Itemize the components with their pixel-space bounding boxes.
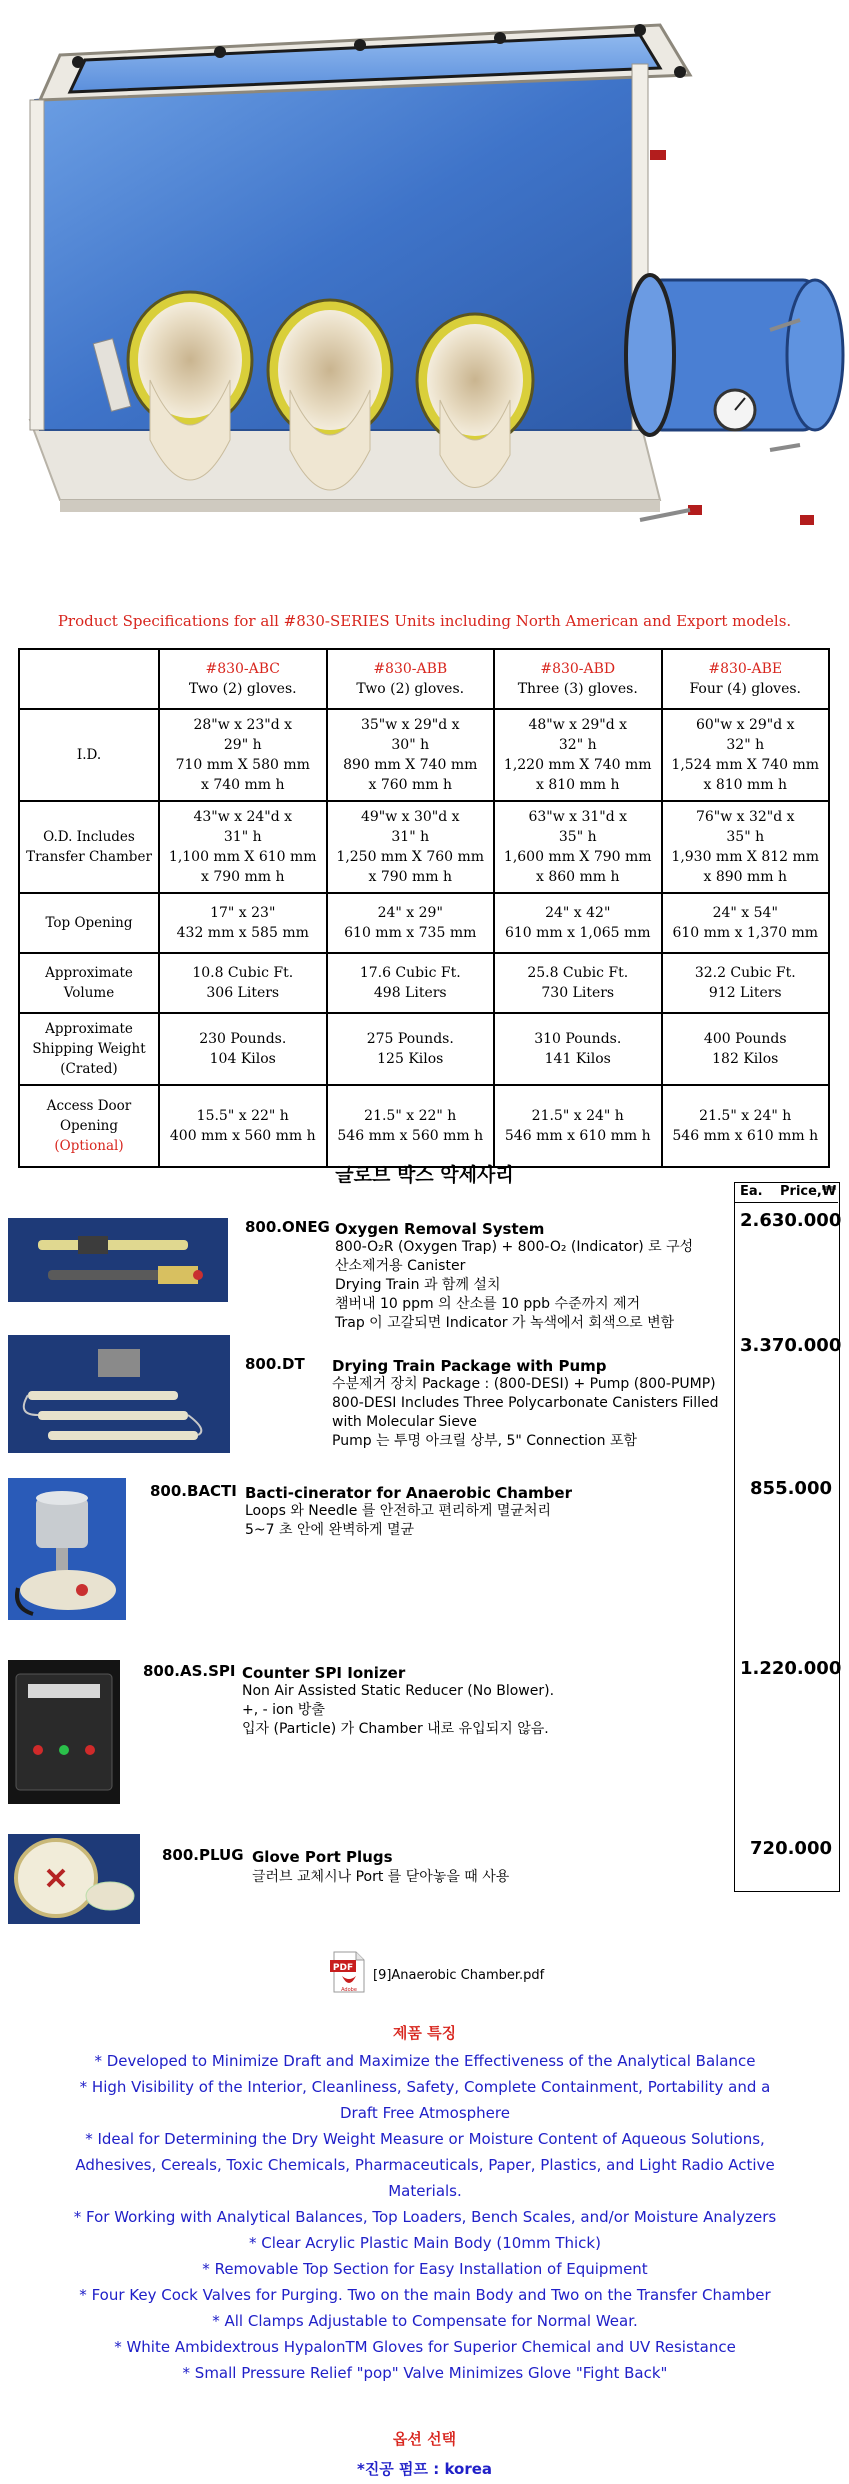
table-cell xyxy=(494,1085,662,1167)
table-cell xyxy=(327,1013,495,1085)
item-code: 800.PLUG xyxy=(162,1846,244,1864)
row-label-note: (Optional) xyxy=(54,1138,124,1154)
cell-line: 1,524 mm X 740 mm xyxy=(671,757,820,773)
accessory-item xyxy=(0,1478,849,1628)
price-header xyxy=(734,1182,838,1203)
row-label: Approximate Shipping Weight (Crated) xyxy=(19,1013,159,1085)
cell-line: 31" h xyxy=(391,829,430,845)
price-header-price: Price,₩ xyxy=(780,1184,837,1199)
cell-line: 25.8 Cubic Ft. xyxy=(527,965,629,981)
spec-headline: Product Specifications for all #830-SERIES Units including North American and Export models. xyxy=(57,612,792,630)
cell-line: 230 Pounds. xyxy=(199,1031,287,1047)
cell-line: 63"w x 31"d x xyxy=(528,809,628,825)
model-header xyxy=(494,649,662,709)
description-line: 입자 (Particle) 가 Chamber 내로 유입되지 않음. xyxy=(242,1721,549,1737)
cell-line: 49"w x 30"d x xyxy=(360,809,460,825)
options-title: 옵션 선택 xyxy=(392,2430,457,2448)
cell-line: x 860 mm h xyxy=(535,869,620,885)
table-cell xyxy=(494,801,662,893)
cell-line: 432 mm x 585 mm xyxy=(176,925,309,941)
feature-item: * White Ambidextrous HypalonTM Gloves for Superior Chemical and UV Resistance xyxy=(114,2338,736,2356)
row-label xyxy=(19,1085,159,1167)
item-name: Bacti-cinerator for Anaerobic Chamber xyxy=(245,1484,572,1502)
table-corner-cell xyxy=(19,649,159,709)
cell-line: 43"w x 24"d x xyxy=(193,809,293,825)
feature-item: * For Working with Analytical Balances, Top Loaders, Bench Scales, and/or Moisture Analyzers xyxy=(73,2208,777,2226)
cell-line: 912 Liters xyxy=(708,985,782,1001)
cell-line: x 810 mm h xyxy=(703,777,788,793)
cell-line: 125 Kilos xyxy=(377,1051,444,1067)
table-cell xyxy=(494,893,662,953)
table-cell xyxy=(662,953,830,1013)
table-cell xyxy=(662,893,830,953)
table-cell xyxy=(159,801,327,893)
cell-line: 1,220 mm X 740 mm xyxy=(503,757,652,773)
cell-line: 48"w x 29"d x xyxy=(528,717,628,733)
description-line: Drying Train 과 함께 설치 xyxy=(335,1277,501,1293)
item-price: 1.220.000 xyxy=(740,1658,842,1679)
table-cell xyxy=(662,709,830,801)
cell-line: 76"w x 32"d x xyxy=(695,809,795,825)
cell-line: 35" h xyxy=(558,829,597,845)
pdf-icon-brand: Adobe xyxy=(341,1987,357,1993)
cell-line: 400 mm x 560 mm h xyxy=(169,1128,316,1144)
accessory-item xyxy=(0,1335,849,1465)
description-line: Loops 와 Needle 를 안전하고 편리하게 멸균처리 xyxy=(245,1503,551,1519)
accessory-item xyxy=(0,1208,849,1338)
item-name: Glove Port Plugs xyxy=(252,1848,393,1866)
table-cell xyxy=(159,893,327,953)
description-line: 챔버내 10 ppm 의 산소를 10 ppb 수준까지 제거 xyxy=(335,1296,641,1312)
table-cell xyxy=(327,893,495,953)
spi-ionizer-image xyxy=(8,1660,120,1804)
feature-item: * Removable Top Section for Easy Installation of Equipment xyxy=(202,2260,648,2278)
cell-line: 21.5" x 24" h xyxy=(531,1108,624,1124)
feature-item: * High Visibility of the Interior, Cleanliness, Safety, Complete Containment, Portability and a Draft Free Atmosphere xyxy=(79,2078,771,2122)
description-line: with Molecular Sieve xyxy=(332,1414,477,1430)
feature-item: * Four Key Cock Valves for Purging. Two on the main Body and Two on the Transfer Chamber xyxy=(79,2286,771,2304)
glove-port-plug-image xyxy=(8,1834,140,1924)
item-price: 855.000 xyxy=(750,1478,832,1499)
pdf-icon-text: PDF xyxy=(332,1963,354,1973)
cell-line: 182 Kilos xyxy=(712,1051,779,1067)
glove-box-illustration xyxy=(0,0,849,590)
cell-line: 24" x 42" xyxy=(545,905,611,921)
cell-line: 10.8 Cubic Ft. xyxy=(192,965,294,981)
bacti-cinerator-image xyxy=(8,1478,126,1620)
cell-line: 890 mm X 740 mm xyxy=(343,757,478,773)
table-cell xyxy=(327,801,495,893)
row-label: Top Opening xyxy=(19,893,159,953)
cell-line: 32.2 Cubic Ft. xyxy=(694,965,796,981)
row-label: O.D. Includes Transfer Chamber xyxy=(19,801,159,893)
cell-line: 60"w x 29"d x xyxy=(695,717,795,733)
cell-line: 546 mm x 610 mm h xyxy=(672,1128,819,1144)
description-line: 글러브 교체시나 Port 를 닫아놓을 때 사용 xyxy=(252,1869,510,1885)
model-gloves: Two (2) gloves. xyxy=(188,681,297,697)
cell-line: 24" x 54" xyxy=(712,905,778,921)
model-header xyxy=(327,649,495,709)
table-cell xyxy=(159,709,327,801)
cell-line: 546 mm x 610 mm h xyxy=(504,1128,651,1144)
description-line: +, - ion 방출 xyxy=(242,1702,325,1718)
cell-line: 610 mm x 735 mm xyxy=(344,925,477,941)
cell-line: 306 Liters xyxy=(206,985,280,1001)
cell-line: 546 mm x 560 mm h xyxy=(337,1128,484,1144)
accessories-title: 글로브 박스 악세사리 xyxy=(335,1164,514,1186)
cell-line: 30" h xyxy=(391,737,430,753)
cell-line: 610 mm x 1,370 mm xyxy=(672,925,819,941)
cell-line: 1,100 mm X 610 mm xyxy=(168,849,317,865)
item-name: Counter SPI Ionizer xyxy=(242,1664,406,1682)
table-cell xyxy=(327,709,495,801)
cell-line: x 740 mm h xyxy=(200,777,285,793)
model-header xyxy=(159,649,327,709)
cell-line: 310 Pounds. xyxy=(534,1031,622,1047)
description-line: Pump 는 투명 아크릴 상부, 5" Connection 포함 xyxy=(332,1433,637,1449)
item-name: Oxygen Removal System xyxy=(335,1220,545,1238)
spec-table xyxy=(18,648,830,1168)
price-header-ea: Ea. xyxy=(740,1184,763,1199)
feature-item: * Clear Acrylic Plastic Main Body (10mm Thick) xyxy=(249,2234,601,2252)
feature-item: * Small Pressure Relief "pop" Valve Minimizes Glove "Fight Back" xyxy=(182,2364,668,2382)
item-code: 800.DT xyxy=(245,1355,305,1373)
table-row xyxy=(19,709,829,801)
cell-line: 35"w x 29"d x xyxy=(360,717,460,733)
table-cell xyxy=(327,953,495,1013)
model-header xyxy=(662,649,830,709)
item-name: Drying Train Package with Pump xyxy=(332,1357,607,1375)
row-label: Approximate Volume xyxy=(19,953,159,1013)
table-row xyxy=(19,801,829,893)
item-description xyxy=(245,1502,551,1540)
drying-train-image xyxy=(8,1335,230,1453)
cell-line: 1,250 mm X 760 mm xyxy=(336,849,485,865)
table-cell xyxy=(662,801,830,893)
cell-line: 1,930 mm X 812 mm xyxy=(671,849,820,865)
table-row xyxy=(19,1013,829,1085)
table-row xyxy=(19,1085,829,1167)
model-code: #830-ABC xyxy=(205,661,281,677)
row-label: I.D. xyxy=(19,709,159,801)
model-gloves: Two (2) gloves. xyxy=(356,681,465,697)
description-line: 산소제거용 Canister xyxy=(335,1258,466,1274)
cell-line: 400 Pounds xyxy=(703,1031,787,1047)
description-line: 800-O₂R (Oxygen Trap) + 800-O₂ (Indicator) 로 구성 xyxy=(335,1239,694,1255)
cell-line: 710 mm X 580 mm xyxy=(175,757,310,773)
item-description xyxy=(332,1375,719,1451)
cell-line: 32" h xyxy=(558,737,597,753)
model-code: #830-ABB xyxy=(373,661,448,677)
description-line: Trap 이 고갈되면 Indicator 가 녹색에서 회색으로 변함 xyxy=(335,1315,675,1331)
item-price: 3.370.000 xyxy=(740,1335,842,1356)
row-label-text: Access Door Opening xyxy=(46,1098,132,1134)
cell-line: 17.6 Cubic Ft. xyxy=(359,965,461,981)
cell-line: 610 mm x 1,065 mm xyxy=(504,925,651,941)
model-code: #830-ABE xyxy=(708,661,783,677)
description-line: Non Air Assisted Static Reducer (No Blower). xyxy=(242,1683,555,1699)
cell-line: 498 Liters xyxy=(373,985,447,1001)
description-line: 5~7 초 안에 완벽하게 멸균 xyxy=(245,1522,415,1538)
item-description xyxy=(252,1868,509,1887)
model-gloves: Three (3) gloves. xyxy=(517,681,638,697)
table-row xyxy=(19,893,829,953)
item-price: 720.000 xyxy=(750,1838,832,1859)
model-gloves: Four (4) gloves. xyxy=(689,681,801,697)
cell-line: 29" h xyxy=(223,737,262,753)
vacuum-pump-option: *진공 펌프 : korea xyxy=(356,2460,493,2478)
model-code: #830-ABD xyxy=(540,661,616,677)
cell-line: 275 Pounds. xyxy=(366,1031,454,1047)
cell-line: 1,600 mm X 790 mm xyxy=(503,849,652,865)
table-cell xyxy=(494,1013,662,1085)
description-line: 수분제거 장치 Package : (800-DESI) + Pump (800-PUMP) xyxy=(332,1376,716,1392)
table-cell xyxy=(662,1013,830,1085)
pdf-download-link[interactable]: [9]Anaerobic Chamber.pdf xyxy=(373,1968,545,1983)
features-title: 제품 특징 xyxy=(392,2024,457,2042)
feature-item: * Developed to Minimize Draft and Maximize the Effectiveness of the Analytical Balance xyxy=(94,2052,756,2070)
cell-line: x 810 mm h xyxy=(535,777,620,793)
cell-line: x 790 mm h xyxy=(368,869,453,885)
cell-line: 21.5" x 22" h xyxy=(364,1108,457,1124)
cell-line: 104 Kilos xyxy=(209,1051,276,1067)
table-cell xyxy=(159,1013,327,1085)
cell-line: 32" h xyxy=(726,737,765,753)
feature-item: * All Clamps Adjustable to Compensate for Normal Wear. xyxy=(212,2312,638,2330)
cell-line: 17" x 23" xyxy=(210,905,276,921)
accessory-item xyxy=(0,1834,849,1930)
item-code: 800.AS.SPI xyxy=(143,1662,236,1680)
description-line: 800-DESI Includes Three Polycarbonate Canisters Filled xyxy=(332,1395,719,1411)
features-list xyxy=(70,2048,780,2386)
accessory-item xyxy=(0,1658,849,1808)
cell-line: 15.5" x 22" h xyxy=(196,1108,289,1124)
cell-line: 141 Kilos xyxy=(544,1051,611,1067)
cell-line: 730 Liters xyxy=(541,985,615,1001)
feature-item: * Ideal for Determining the Dry Weight Measure or Moisture Content of Aqueous Solutions, Adhesives, Cereals, Toxic Chemicals, Pharmaceuticals, Paper, Plastics, and Light Radio Active Materials. xyxy=(75,2130,775,2200)
item-description xyxy=(335,1238,693,1333)
table-cell xyxy=(494,709,662,801)
table-row xyxy=(19,649,829,709)
item-price: 2.630.000 xyxy=(740,1210,842,1231)
table-cell xyxy=(159,1085,327,1167)
cell-line: 21.5" x 24" h xyxy=(699,1108,792,1124)
cell-line: 35" h xyxy=(726,829,765,845)
cell-line: 28"w x 23"d x xyxy=(193,717,293,733)
item-description xyxy=(242,1682,554,1739)
cell-line: x 790 mm h xyxy=(200,869,285,885)
table-row xyxy=(19,953,829,1013)
pdf-icon[interactable] xyxy=(330,1950,368,1994)
item-code: 800.ONEG xyxy=(245,1218,330,1236)
cell-line: 24" x 29" xyxy=(377,905,443,921)
item-code: 800.BACTI xyxy=(150,1482,237,1500)
cell-line: x 890 mm h xyxy=(703,869,788,885)
cell-line: x 760 mm h xyxy=(368,777,453,793)
table-cell xyxy=(662,1085,830,1167)
table-cell xyxy=(327,1085,495,1167)
oxygen-removal-image xyxy=(8,1218,228,1302)
table-cell xyxy=(494,953,662,1013)
table-cell xyxy=(159,953,327,1013)
cell-line: 31" h xyxy=(223,829,262,845)
